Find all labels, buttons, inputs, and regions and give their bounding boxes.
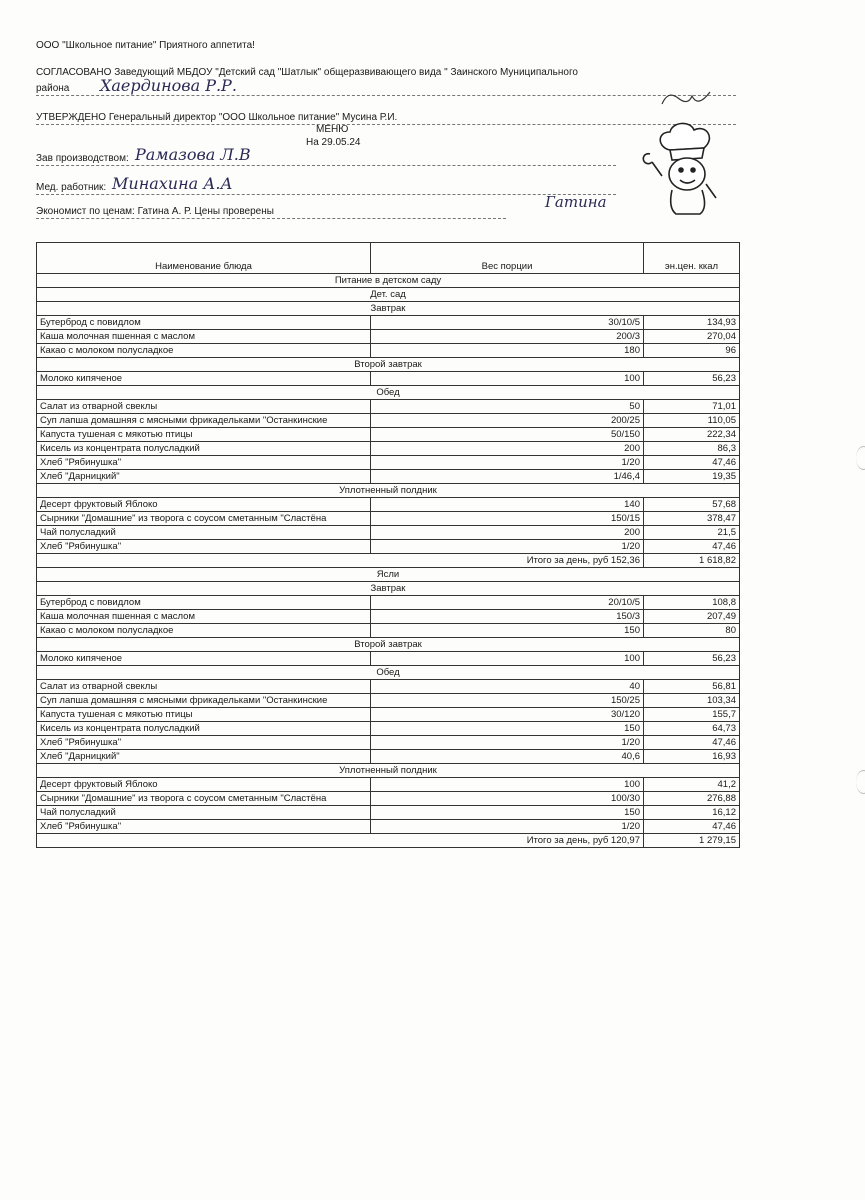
total-row — [37, 834, 740, 848]
production-label: Зав производством: — [36, 153, 129, 164]
table-row — [37, 316, 740, 330]
medical-signature: Минахина А.А — [112, 174, 233, 193]
dish-weight: 100 — [371, 652, 644, 666]
dish-weight: 20/10/5 — [371, 596, 644, 610]
table-row — [37, 708, 740, 722]
dish-name: Десерт фруктовый Яблоко — [37, 778, 371, 792]
dish-kcal: 86,3 — [644, 442, 740, 456]
table-row — [37, 540, 740, 554]
dish-weight: 150/3 — [371, 610, 644, 624]
agreed-underline — [36, 95, 736, 96]
column-header-name: Наименование блюда — [37, 243, 371, 274]
dish-kcal: 134,93 — [644, 316, 740, 330]
dish-name: Салат из отварной свеклы — [37, 400, 371, 414]
section-row — [37, 386, 740, 400]
dets-sad-title: Дет. сад — [37, 288, 740, 302]
lunch-title: Обед — [37, 666, 740, 680]
company-line: ООО "Школьное питание" Приятного аппетита! — [36, 40, 255, 51]
table-row — [37, 512, 740, 526]
dish-kcal: 47,46 — [644, 456, 740, 470]
table-row — [37, 680, 740, 694]
dish-weight: 1/20 — [371, 540, 644, 554]
section-row — [37, 568, 740, 582]
section-row — [37, 302, 740, 316]
punch-hole-mark — [856, 446, 865, 470]
dish-name: Каша молочная пшенная с маслом — [37, 610, 371, 624]
dish-name: Суп лапша домашняя с мясными фрикадельками "Останкинские — [37, 694, 371, 708]
table-row — [37, 596, 740, 610]
dish-name: Хлеб "Рябинушка" — [37, 820, 371, 834]
total-kcal: 1 618,82 — [644, 554, 740, 568]
table-header-row — [37, 243, 740, 274]
dish-name: Хлеб "Рябинушка" — [37, 456, 371, 470]
dish-kcal: 103,34 — [644, 694, 740, 708]
table-row — [37, 414, 740, 428]
production-signature: Рамазова Л.В — [135, 145, 251, 164]
section-row — [37, 358, 740, 372]
dish-kcal: 56,23 — [644, 372, 740, 386]
agreed-line-continued: района — [36, 83, 70, 94]
section-row — [37, 638, 740, 652]
dish-weight: 50 — [371, 400, 644, 414]
dish-name: Капуста тушеная с мякотью птицы — [37, 428, 371, 442]
column-header-energy: эн.цен. ккал — [644, 243, 740, 274]
menu-date: На 29.05.24 — [306, 137, 361, 148]
medical-underline — [36, 194, 616, 195]
dish-kcal: 19,35 — [644, 470, 740, 484]
table-row — [37, 820, 740, 834]
breakfast-title: Завтрак — [37, 582, 740, 596]
dish-kcal: 110,05 — [644, 414, 740, 428]
table-row — [37, 722, 740, 736]
menu-table — [36, 242, 740, 848]
dish-kcal: 276,88 — [644, 792, 740, 806]
total-label: Итого за день, руб 120,97 — [37, 834, 644, 848]
dish-weight: 100 — [371, 372, 644, 386]
dish-name: Чай полусладкий — [37, 806, 371, 820]
dish-kcal: 96 — [644, 344, 740, 358]
economist-underline — [36, 218, 506, 219]
table-row — [37, 624, 740, 638]
table-row — [37, 470, 740, 484]
table-row — [37, 428, 740, 442]
dish-weight: 30/120 — [371, 708, 644, 722]
punch-hole-mark — [856, 770, 865, 794]
table-row — [37, 442, 740, 456]
total-row — [37, 554, 740, 568]
approved-line: УТВЕРЖДЕНО Генеральный директор "ООО Школьное питание" Мусина Р.И. — [36, 112, 398, 123]
dish-weight: 50/150 — [371, 428, 644, 442]
yasli-title: Ясли — [37, 568, 740, 582]
dish-name: Кисель из концентрата полусладкий — [37, 442, 371, 456]
dish-name: Сырники "Домашние" из творога с соусом сметанным "Сластёна — [37, 792, 371, 806]
economist-signature: Гатина — [545, 193, 607, 211]
dish-kcal: 155,7 — [644, 708, 740, 722]
section-row — [37, 666, 740, 680]
table-row — [37, 330, 740, 344]
dish-weight: 180 — [371, 344, 644, 358]
table-row — [37, 400, 740, 414]
dish-kcal: 56,23 — [644, 652, 740, 666]
economist-line: Экономист по ценам: Гатина А. Р. Цены проверены — [36, 206, 274, 217]
table-row — [37, 792, 740, 806]
chef-logo-icon — [640, 118, 730, 218]
dish-weight: 150/25 — [371, 694, 644, 708]
total-label: Итого за день, руб 152,36 — [37, 554, 644, 568]
table-row — [37, 652, 740, 666]
dish-weight: 1/20 — [371, 736, 644, 750]
approved-underline — [36, 124, 736, 125]
table-row — [37, 526, 740, 540]
second-breakfast-title: Второй завтрак — [37, 638, 740, 652]
dish-weight: 140 — [371, 498, 644, 512]
dish-kcal: 71,01 — [644, 400, 740, 414]
stamp-mark-icon — [658, 86, 718, 112]
menu-title: МЕНЮ — [316, 124, 349, 135]
agreed-line: СОГЛАСОВАНО Заведующий МБДОУ "Детский сад "Шатлык" общеразвивающего вида " Заинского Муниципального — [36, 67, 578, 78]
dish-name: Хлеб "Рябинушка" — [37, 736, 371, 750]
dish-kcal: 57,68 — [644, 498, 740, 512]
table-row — [37, 456, 740, 470]
dish-kcal: 378,47 — [644, 512, 740, 526]
dish-name: Хлеб "Дарницкий" — [37, 470, 371, 484]
dish-name: Кисель из концентрата полусладкий — [37, 722, 371, 736]
dish-name: Сырники "Домашние" из творога с соусом сметанным "Сластёна — [37, 512, 371, 526]
dish-name: Капуста тушеная с мякотью птицы — [37, 708, 371, 722]
dish-weight: 200/3 — [371, 330, 644, 344]
snack-title: Уплотненный полдник — [37, 764, 740, 778]
table-row — [37, 344, 740, 358]
dish-weight: 30/10/5 — [371, 316, 644, 330]
dish-name: Десерт фруктовый Яблоко — [37, 498, 371, 512]
dish-kcal: 47,46 — [644, 820, 740, 834]
dish-weight: 1/46,4 — [371, 470, 644, 484]
dish-kcal: 270,04 — [644, 330, 740, 344]
table-row — [37, 778, 740, 792]
dish-kcal: 222,34 — [644, 428, 740, 442]
dish-weight: 1/20 — [371, 456, 644, 470]
dish-kcal: 108,8 — [644, 596, 740, 610]
dish-kcal: 47,46 — [644, 540, 740, 554]
agreed-signature: Хаердинова Р.Р. — [100, 76, 237, 95]
table-row — [37, 498, 740, 512]
section-row — [37, 582, 740, 596]
dish-kcal: 47,46 — [644, 736, 740, 750]
section-row — [37, 764, 740, 778]
production-underline — [36, 165, 616, 166]
dish-kcal: 16,93 — [644, 750, 740, 764]
dish-kcal: 21,5 — [644, 526, 740, 540]
dish-weight: 100 — [371, 778, 644, 792]
section-row — [37, 484, 740, 498]
snack-title: Уплотненный полдник — [37, 484, 740, 498]
dish-weight: 150/15 — [371, 512, 644, 526]
column-header-weight: Вес порции — [371, 243, 644, 274]
dish-name: Бутерброд с повидлом — [37, 316, 371, 330]
total-kcal: 1 279,15 — [644, 834, 740, 848]
dish-name: Салат из отварной свеклы — [37, 680, 371, 694]
lunch-title: Обед — [37, 386, 740, 400]
dish-name: Бутерброд с повидлом — [37, 596, 371, 610]
dish-kcal: 207,49 — [644, 610, 740, 624]
dish-weight: 100/30 — [371, 792, 644, 806]
dish-weight: 40 — [371, 680, 644, 694]
dish-name: Молоко кипяченое — [37, 652, 371, 666]
dish-kcal: 64,73 — [644, 722, 740, 736]
table-row — [37, 610, 740, 624]
dish-name: Чай полусладкий — [37, 526, 371, 540]
table-row — [37, 806, 740, 820]
dish-kcal: 80 — [644, 624, 740, 638]
dish-name: Каша молочная пшенная с маслом — [37, 330, 371, 344]
table-row — [37, 750, 740, 764]
table-row — [37, 694, 740, 708]
dish-kcal: 41,2 — [644, 778, 740, 792]
dish-name: Какао с молоком полусладкое — [37, 624, 371, 638]
second-breakfast-title: Второй завтрак — [37, 358, 740, 372]
dish-weight: 1/20 — [371, 820, 644, 834]
table-row — [37, 372, 740, 386]
breakfast-title: Завтрак — [37, 302, 740, 316]
dish-weight: 200 — [371, 442, 644, 456]
dish-weight: 40,6 — [371, 750, 644, 764]
dish-weight: 150 — [371, 722, 644, 736]
dish-weight: 200/25 — [371, 414, 644, 428]
dish-name: Хлеб "Рябинушка" — [37, 540, 371, 554]
dish-weight: 200 — [371, 526, 644, 540]
dish-name: Какао с молоком полусладкое — [37, 344, 371, 358]
kindergarten-title: Питание в детском саду — [37, 274, 740, 288]
dish-name: Суп лапша домашняя с мясными фрикадельками "Останкинские — [37, 414, 371, 428]
dish-weight: 150 — [371, 624, 644, 638]
section-row — [37, 288, 740, 302]
medical-label: Мед. работник: — [36, 182, 107, 193]
dish-name: Хлеб "Дарницкий" — [37, 750, 371, 764]
section-row — [37, 274, 740, 288]
dish-kcal: 56,81 — [644, 680, 740, 694]
table-row — [37, 736, 740, 750]
dish-name: Молоко кипяченое — [37, 372, 371, 386]
dish-weight: 150 — [371, 806, 644, 820]
dish-kcal: 16,12 — [644, 806, 740, 820]
